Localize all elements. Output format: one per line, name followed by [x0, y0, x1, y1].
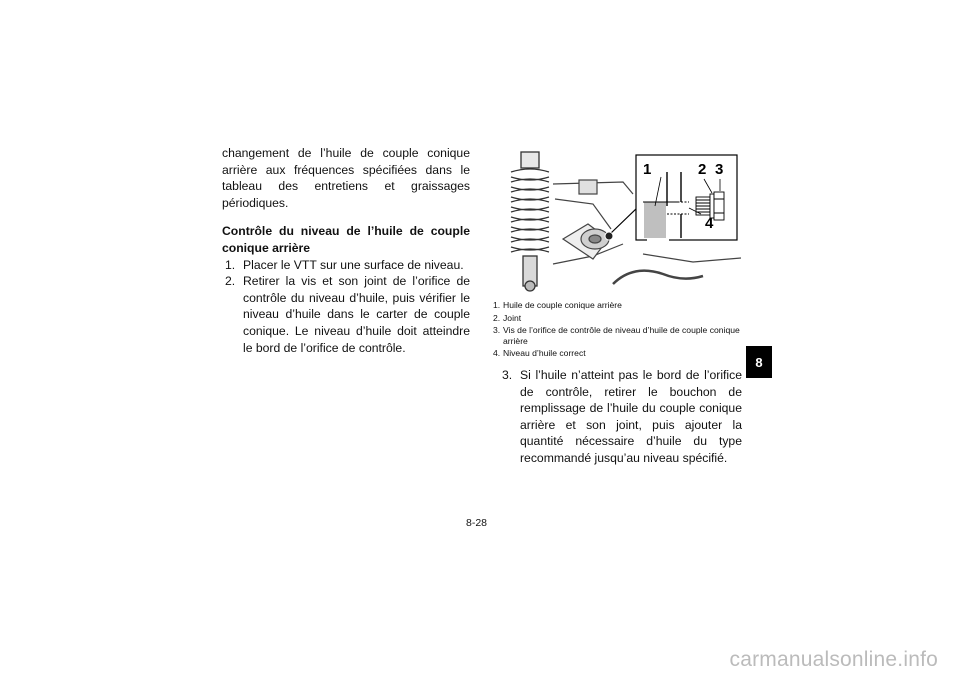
caption-item — [493, 313, 743, 324]
caption-number: 4. — [493, 348, 501, 359]
step-item — [222, 257, 470, 274]
caption-number: 1. — [493, 300, 501, 310]
step-text: Retirer la vis et son joint de l’orifice de contrôle du niveau d’huile, puis vérifier le niveau d’huile dans le carter de couple conique. Le niveau d’huile doit atteindre le bord de l’orifice de contrôle. — [243, 274, 470, 355]
step-number: 3. — [502, 368, 513, 382]
caption-text: Niveau d’huile correct — [503, 348, 586, 359]
callout-1: 1 — [643, 161, 652, 178]
caption-item — [493, 300, 743, 311]
right-column — [499, 367, 742, 467]
step-text: Placer le VTT sur une surface de niveau. — [243, 257, 464, 272]
chapter-tab: 8 — [746, 346, 772, 378]
section-heading: Contrôle du niveau de l’huile de couple conique arrière — [222, 224, 470, 255]
illustration-svg — [493, 144, 741, 294]
figure-captions — [493, 300, 743, 361]
page-number: 8-28 — [466, 517, 488, 529]
left-column — [222, 145, 470, 356]
caption-text: Vis de l’orifice de contrôle de niveau d’huile de couple conique arrière — [503, 325, 740, 346]
oil-level-fill — [644, 202, 666, 238]
step-item — [499, 367, 742, 467]
step-text: Si l’huile n’atteint pas le bord de l’orifice de contrôle, retirer le bouchon de remplissage de l’huile du couple conique arrière et son joint, puis ajouter la quantité nécessaire d’huile du type recommandé jusqu’au niveau spécifié. — [520, 368, 742, 465]
callout-4: 4 — [705, 215, 714, 232]
intro-paragraph: changement de l’huile de couple conique arrière aux fréquences spécifiées dans le tableau des entretiens et graissages périodiques. — [222, 146, 470, 210]
detail-inset — [636, 155, 737, 245]
pointer-drawing — [605, 207, 638, 240]
callout-2: 2 — [698, 161, 707, 178]
steps-list-left — [222, 257, 470, 357]
watermark-text: carmanualsonline.info — [729, 648, 938, 671]
shock-spring-drawing — [511, 152, 549, 291]
caption-item — [493, 325, 743, 346]
oil-check-illustration — [493, 144, 741, 294]
caption-text: Huile de couple conique arrière — [503, 300, 622, 310]
caption-text: Joint — [503, 312, 522, 323]
step-item — [222, 273, 470, 356]
step-number: 2. — [225, 274, 236, 289]
step-number: 1. — [225, 257, 236, 272]
caption-number: 3. — [493, 325, 501, 336]
caption-item — [493, 348, 743, 359]
callout-3: 3 — [715, 161, 724, 178]
caption-number: 2. — [493, 312, 501, 323]
steps-list-right — [499, 367, 742, 467]
